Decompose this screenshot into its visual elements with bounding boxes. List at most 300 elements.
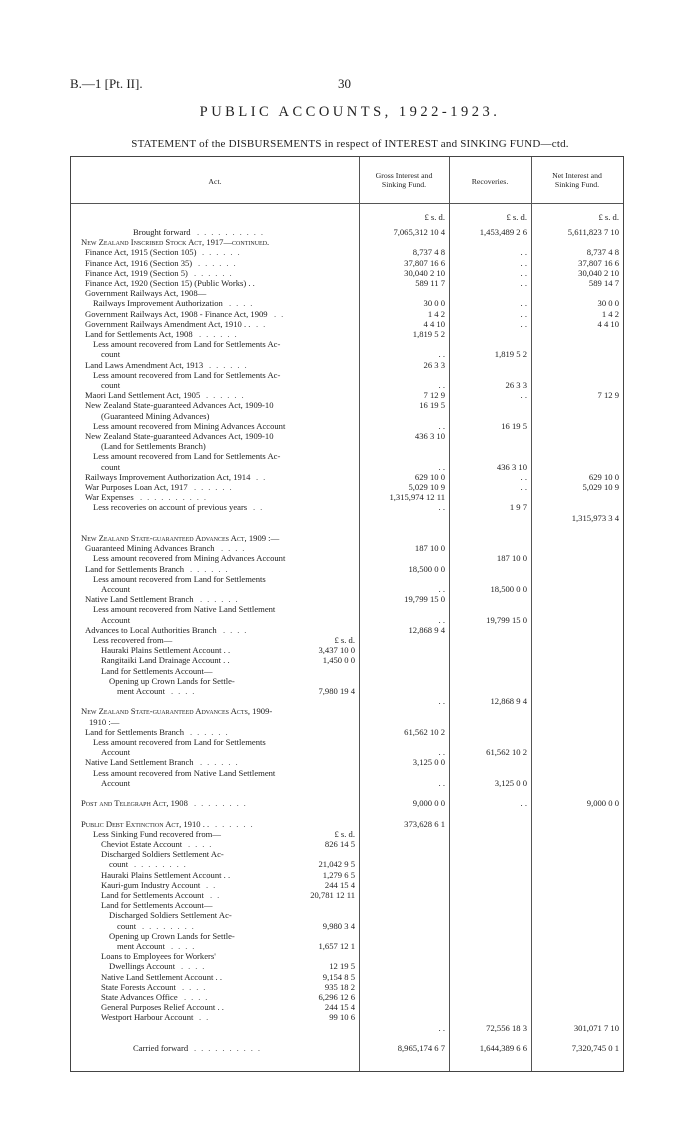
- units-row: [71, 212, 623, 222]
- leader-dots: . .: [199, 1012, 210, 1023]
- row-label: Public Debt Extinction Act, 1910 . .: [81, 818, 210, 829]
- gross-amount: . .: [438, 614, 445, 625]
- table-row: [71, 931, 623, 941]
- leader-dots: . .: [210, 890, 221, 900]
- table-row: [71, 706, 623, 716]
- recoveries-amount: 1,453,489 2 6: [479, 227, 527, 237]
- gross-amount: 373,628 6 1: [404, 818, 445, 829]
- leader-dots: . . . . . .: [194, 482, 234, 492]
- row-label: count: [117, 920, 137, 931]
- gross-amount: 30,040 2 10: [404, 267, 445, 278]
- table-row: [71, 615, 623, 625]
- leader-dots: . .: [256, 318, 267, 329]
- gross-amount: 7 12 9: [423, 390, 445, 401]
- row-label: Land for Settlements Branch: [85, 726, 185, 737]
- row-label: Account: [101, 614, 131, 625]
- row-label: New Zealand State-guaranteed Advances Act, 1909-10: [85, 400, 274, 411]
- table-row: [71, 390, 623, 400]
- leader-dots: . . . .: [181, 961, 206, 972]
- row-label: Less amount recovered from Land for Settlements Ac-: [93, 451, 281, 462]
- table-row: [71, 421, 623, 431]
- net-amount: 1 4 2: [601, 308, 619, 319]
- sub-amount: £ s. d.: [334, 635, 355, 645]
- gross-amount: . .: [438, 696, 445, 707]
- leader-dots: . . . . . . . . . .: [197, 227, 265, 237]
- leader-dots: . . . . . .: [215, 818, 255, 829]
- row-label: Account: [101, 584, 131, 594]
- leader-dots: . . . .: [182, 981, 207, 992]
- recoveries-amount: . .: [520, 298, 527, 309]
- row-label: New Zealand State-guaranteed Advances Act, 1909 :—: [81, 533, 280, 543]
- gross-amount: 4 4 10: [423, 318, 445, 329]
- recoveries-amount: . .: [520, 482, 527, 492]
- gross-amount: 9,000 0 0: [412, 798, 445, 809]
- gross-amount: 30 0 0: [423, 298, 445, 309]
- leader-dots: . . . .: [171, 686, 196, 696]
- net-amount: 30,040 2 10: [578, 267, 619, 278]
- header-divider: [71, 203, 623, 204]
- net-amount: 4 4 10: [597, 318, 619, 329]
- page-number: 30: [338, 76, 351, 91]
- row-label: Government Railways Act, 1908 - Finance Act, 1909: [85, 308, 268, 319]
- row-label: Loans to Employees for Workers': [101, 951, 216, 962]
- row-label: Land Laws Amendment Act, 1913: [85, 359, 204, 370]
- sub-amount: 244 15 4: [324, 1002, 355, 1013]
- recoveries-amount: 436 3 10: [496, 461, 527, 472]
- row-label: Opening up Crown Lands for Settle-: [109, 675, 235, 686]
- recoveries-amount: . .: [520, 390, 527, 401]
- row-label: Cheviot Estate Account: [101, 839, 183, 849]
- table-row: [71, 380, 623, 390]
- column-header-act: Act.: [208, 177, 222, 186]
- gross-amount: 589 11 7: [415, 278, 445, 288]
- table-row: [71, 533, 623, 543]
- row-label: Guaranteed Mining Advances Branch: [85, 543, 215, 554]
- row-label: Dwellings Account: [109, 961, 176, 972]
- row-label: Government Railways Amendment Act, 1910 . .: [85, 318, 251, 329]
- gross-amount: 1,315,974 12 11: [389, 492, 445, 503]
- leader-dots: . . . .: [184, 992, 209, 1002]
- recoveries-amount: . .: [520, 471, 527, 482]
- recoveries-amount: 18,500 0 0: [490, 584, 527, 594]
- row-label: Westport Harbour Account: [101, 1012, 194, 1023]
- statement-subtitle: STATEMENT of the DISBURSEMENTS in respect of INTEREST and SINKING FUND—ctd.: [131, 138, 569, 150]
- leader-dots: . . . . . .: [206, 390, 246, 401]
- row-label: Less amount recovered from Land for Settlements: [93, 573, 266, 584]
- row-label: Less amount recovered from Land for Settlements Ac-: [93, 369, 281, 380]
- row-label: New Zealand State-guaranteed Advances Acts, 1909-: [81, 706, 273, 717]
- sub-amount: 20,781 12 11: [310, 890, 355, 900]
- recoveries-amount: 1,644,389 6 6: [479, 1043, 527, 1053]
- table-row: [71, 921, 623, 931]
- column-header-recoveries: Recoveries.: [471, 177, 509, 186]
- leader-dots: . . . . . .: [202, 247, 242, 258]
- row-label: Native Land Settlement Account . .: [101, 971, 222, 982]
- table-row: [71, 676, 623, 686]
- leader-dots: . . . .: [188, 839, 213, 849]
- leader-dots: . .: [206, 879, 217, 890]
- recoveries-amount: 72,556 18 3: [486, 1022, 527, 1033]
- recoveries-amount: 16 19 5: [501, 420, 527, 431]
- row-label: Less amount recovered from Mining Advances Account: [93, 420, 286, 431]
- table-row: [71, 339, 623, 349]
- row-label: (Guaranteed Mining Advances): [101, 410, 210, 421]
- row-label: Land for Settlements Account: [101, 890, 204, 900]
- leader-dots: . . . .: [223, 624, 248, 635]
- table-row: [71, 227, 623, 237]
- row-label: Native Land Settlement Branch: [85, 757, 194, 768]
- column-header-gross-line1: Gross Interest and: [375, 171, 433, 180]
- gross-amount: . .: [438, 747, 445, 758]
- table-row: [71, 492, 623, 502]
- table-row: [71, 574, 623, 584]
- row-label: Advances to Local Authorities Branch: [85, 624, 217, 635]
- gross-amount: . .: [438, 380, 445, 390]
- table-row: [71, 1033, 623, 1043]
- recoveries-amount: 1,819 5 2: [494, 349, 527, 360]
- leader-dots: . . . . . .: [200, 757, 240, 768]
- row-label: count: [109, 859, 129, 870]
- row-label: Less amount recovered from Native Land Settlement: [93, 604, 276, 615]
- gross-amount: 629 10 0: [414, 471, 445, 482]
- net-amount: 37,807 16 6: [578, 257, 619, 268]
- table-row: [71, 349, 623, 359]
- table-row: [71, 961, 623, 971]
- row-label: Finance Act, 1919 (Section 5): [85, 267, 188, 278]
- recoveries-units: £ s. d.: [506, 212, 527, 222]
- table-row: [71, 237, 623, 247]
- gross-amount: 1,819 5 2: [412, 329, 445, 339]
- leader-dots: . . . . . . . . . .: [140, 492, 208, 503]
- sub-amount: 12 19 5: [329, 961, 355, 972]
- sub-amount: 935 18 2: [324, 981, 355, 992]
- net-amount: 589 14 7: [588, 278, 619, 288]
- recoveries-amount: 19,799 15 0: [486, 614, 527, 625]
- row-label: Finance Act, 1920 (Section 15) (Public Works) . .: [85, 278, 255, 288]
- row-label: State Advances Office: [101, 992, 178, 1002]
- row-label: Railways Improvement Authorization Act, 1914: [85, 471, 251, 482]
- row-label: Less recoveries on account of previous years: [93, 502, 248, 513]
- table-row: [71, 431, 623, 441]
- sub-amount: 6,296 12 6: [318, 992, 355, 1002]
- gross-amount: 61,562 10 2: [404, 726, 445, 737]
- table-row: [71, 370, 623, 380]
- row-label: Native Land Settlement Branch: [85, 594, 194, 605]
- gross-amount: . .: [438, 584, 445, 594]
- sub-amount: 244 15 4: [324, 879, 355, 890]
- table-row: [71, 859, 623, 869]
- sub-amount: 9,154 8 5: [322, 971, 355, 982]
- row-label: Finance Act, 1916 (Section 35): [85, 257, 193, 268]
- net-amount: 30 0 0: [597, 298, 619, 309]
- gross-amount: 16 19 5: [419, 400, 445, 411]
- gross-amount: 18,500 0 0: [408, 563, 445, 574]
- table-row: [71, 584, 623, 594]
- table-row: [71, 278, 623, 288]
- table-row: [71, 268, 623, 278]
- table-row: [71, 1002, 623, 1012]
- net-amount: 5,611,823 7 10: [567, 227, 619, 237]
- table-row: [71, 635, 623, 645]
- column-header-net: [531, 171, 623, 189]
- net-amount: 629 10 0: [588, 471, 619, 482]
- recoveries-amount: 12,868 9 4: [490, 696, 527, 707]
- table-row: [71, 309, 623, 319]
- table-row: [71, 502, 623, 512]
- gross-amount: 436 3 10: [414, 431, 445, 441]
- leader-dots: . . . . . .: [198, 257, 238, 268]
- page-title: PUBLIC ACCOUNTS, 1922-1923.: [199, 104, 501, 120]
- recoveries-amount: . .: [520, 798, 527, 809]
- net-amount: 5,029 10 9: [582, 482, 619, 492]
- net-amount: 9,000 0 0: [586, 798, 619, 809]
- leader-dots: . . . . . .: [194, 267, 234, 278]
- row-label: Account: [101, 747, 131, 758]
- gross-amount: 19,799 15 0: [404, 594, 445, 605]
- leader-dots: . . . .: [221, 543, 246, 554]
- leader-dots: . . . . . .: [200, 594, 240, 605]
- gross-amount: . .: [438, 502, 445, 513]
- recoveries-amount: 3,125 0 0: [494, 777, 527, 788]
- leader-dots: . .: [253, 502, 264, 513]
- column-header-gross: [359, 171, 449, 189]
- column-header-net-line2: Sinking Fund.: [554, 180, 600, 189]
- row-label: New Zealand State-guaranteed Advances Act, 1909-10: [85, 431, 274, 441]
- table-row: [71, 992, 623, 1002]
- gross-amount: 187 10 0: [414, 543, 445, 554]
- table-row: [71, 696, 623, 706]
- gross-amount: 12,868 9 4: [408, 624, 445, 635]
- sub-amount: 1,279 6 5: [322, 869, 355, 880]
- table-row: [71, 747, 623, 757]
- table-row: [71, 951, 623, 961]
- table-row: [71, 982, 623, 992]
- row-label: State Forests Account: [101, 981, 176, 992]
- net-amount: 301,071 7 10: [573, 1022, 619, 1033]
- table-row: [71, 482, 623, 492]
- row-label: Hauraki Plains Settlement Account . .: [101, 869, 231, 880]
- table-row: [71, 757, 623, 767]
- table-row: [71, 686, 623, 696]
- gross-amount: . .: [438, 420, 445, 431]
- row-label: 1910 :—: [89, 716, 120, 727]
- table-row: [71, 360, 623, 370]
- table-row: [71, 666, 623, 676]
- table-row: [71, 523, 623, 533]
- leader-dots: . .: [274, 308, 285, 319]
- row-label: Brought forward: [133, 227, 191, 237]
- table-row: [71, 1012, 623, 1022]
- net-amount: 7,320,745 0 1: [571, 1043, 619, 1053]
- table-row: [71, 849, 623, 859]
- table-row: [71, 472, 623, 482]
- recoveries-amount: . .: [520, 308, 527, 319]
- row-label: Land for Settlements Act, 1908: [85, 329, 193, 339]
- row-label: Post and Telegraph Act, 1908: [81, 798, 188, 809]
- recoveries-amount: . .: [520, 257, 527, 268]
- gross-amount: . .: [438, 461, 445, 472]
- table-row: [71, 543, 623, 553]
- table-row: [71, 625, 623, 635]
- table-row: [71, 594, 623, 604]
- recoveries-amount: 1 9 7: [509, 502, 527, 513]
- leader-dots: . . . .: [171, 941, 196, 951]
- table-row: [71, 553, 623, 563]
- column-header-net-line1: Net Interest and: [552, 171, 602, 180]
- table-row: [71, 1043, 623, 1053]
- table-row: [71, 941, 623, 951]
- table-row: [71, 329, 623, 339]
- table-row: [71, 798, 623, 808]
- table-row: [71, 441, 623, 451]
- sub-amount: 7,980 19 4: [318, 686, 355, 696]
- gross-amount: 8,965,174 6 7: [397, 1043, 445, 1053]
- table-row: [71, 564, 623, 574]
- gross-amount: 37,807 16 6: [404, 257, 445, 268]
- recoveries-amount: 187 10 0: [496, 553, 527, 564]
- table-row: [71, 298, 623, 308]
- leader-dots: . . . . . . . . . .: [194, 1043, 262, 1053]
- sub-amount: 3,437 10 0: [318, 645, 355, 656]
- table-row: [71, 808, 623, 818]
- row-label: count: [101, 349, 121, 360]
- recoveries-amount: 61,562 10 2: [486, 747, 527, 758]
- recoveries-amount: 26 3 3: [505, 380, 527, 390]
- table-row: [71, 288, 623, 298]
- row-label: count: [101, 461, 121, 472]
- table-row: [71, 258, 623, 268]
- row-label: Finance Act, 1915 (Section 105): [85, 247, 197, 258]
- row-label: Less recovered from—: [93, 635, 173, 645]
- leader-dots: . . . . . .: [209, 359, 249, 370]
- gross-amount: 5,029 10 9: [408, 482, 445, 492]
- table-row: [71, 778, 623, 788]
- leader-dots: . .: [256, 471, 267, 482]
- table-row: [71, 910, 623, 920]
- report-reference: B.—1 [Pt. II].: [70, 76, 143, 91]
- row-label: Carried forward: [133, 1043, 189, 1053]
- table-row: [71, 604, 623, 614]
- gross-amount: 8,737 4 8: [412, 247, 445, 258]
- table-row: [71, 839, 623, 849]
- table-row: [71, 890, 623, 900]
- row-label: Less amount recovered from Land for Settlements Ac-: [93, 339, 281, 350]
- table-row: [71, 655, 623, 665]
- gross-amount: . .: [438, 1022, 445, 1033]
- table-row: [71, 400, 623, 410]
- leader-dots: . . . . . .: [190, 563, 230, 574]
- row-label: Opening up Crown Lands for Settle-: [109, 930, 235, 941]
- net-amount: 1,315,973 3 4: [571, 512, 619, 523]
- table-row: [71, 645, 623, 655]
- table-row: [71, 717, 623, 727]
- sub-amount: 9,980 3 4: [322, 920, 355, 931]
- row-label: Less amount recovered from Native Land Settlement: [93, 767, 276, 778]
- row-label: count: [101, 380, 121, 390]
- table-row: [71, 411, 623, 421]
- row-label: Account: [101, 777, 131, 788]
- table-row: [71, 972, 623, 982]
- row-label: (Land for Settlements Branch): [101, 441, 206, 452]
- row-label: Discharged Soldiers Settlement Ac-: [101, 849, 224, 860]
- table-row: [71, 788, 623, 798]
- disbursements-table: [70, 156, 624, 1072]
- table-row: [71, 1023, 623, 1033]
- table-row: [71, 513, 623, 523]
- sub-amount: 826 14 5: [324, 839, 355, 849]
- table-row: [71, 880, 623, 890]
- row-label: New Zealand Inscribed Stock Act, 1917—continued.: [81, 237, 270, 248]
- table-row: [71, 247, 623, 257]
- column-header-gross-line2: Sinking Fund.: [381, 180, 427, 189]
- sub-amount: 21,042 9 5: [318, 859, 355, 870]
- row-label: ment Account: [117, 686, 165, 696]
- table-row: [71, 451, 623, 461]
- table-row: [71, 737, 623, 747]
- sub-amount: 1,450 0 0: [322, 655, 355, 666]
- sub-amount: 99 10 6: [329, 1012, 355, 1023]
- row-label: Land for Settlements Branch: [85, 563, 185, 574]
- row-label: Kauri-gum Industry Account: [101, 879, 201, 890]
- row-label: General Purposes Relief Account . .: [101, 1002, 224, 1013]
- leader-dots: . . . .: [229, 298, 254, 309]
- table-row: [71, 819, 623, 829]
- net-units: £ s. d.: [598, 212, 619, 222]
- row-label: Land for Settlements Account—: [101, 900, 213, 911]
- sub-amount: £ s. d.: [334, 828, 355, 839]
- recoveries-amount: . .: [520, 318, 527, 329]
- row-label: Less amount recovered from Land for Settlements: [93, 737, 266, 747]
- row-label: Rangitaiki Land Drainage Account . .: [101, 655, 230, 666]
- table-row: [71, 900, 623, 910]
- gross-amount: . .: [438, 777, 445, 788]
- gross-amount: 1 4 2: [427, 308, 445, 319]
- recoveries-amount: . .: [520, 247, 527, 258]
- table-row: [71, 727, 623, 737]
- gross-amount: 7,065,312 10 4: [393, 227, 445, 237]
- row-label: War Expenses: [85, 492, 134, 503]
- row-label: Hauraki Plains Settlement Account . .: [101, 645, 231, 656]
- table-row: [71, 870, 623, 880]
- row-label: ment Account: [117, 941, 165, 951]
- gross-units: £ s. d.: [424, 212, 445, 222]
- table-row: [71, 829, 623, 839]
- row-label: Government Railways Act, 1908—: [85, 288, 207, 299]
- net-amount: 7 12 9: [597, 390, 619, 401]
- table-row: [71, 462, 623, 472]
- leader-dots: . . . . . . . .: [134, 859, 188, 870]
- row-label: Discharged Soldiers Settlement Ac-: [109, 910, 232, 921]
- row-label: Less amount recovered from Mining Advances Account: [93, 553, 286, 564]
- gross-amount: 3,125 0 0: [412, 757, 445, 768]
- row-label: Maori Land Settlement Act, 1905: [85, 390, 201, 401]
- recoveries-amount: . .: [520, 278, 527, 288]
- leader-dots: . . . . . .: [199, 329, 239, 339]
- sub-amount: 1,657 12 1: [318, 941, 355, 951]
- leader-dots: . . . . . . . .: [194, 798, 248, 809]
- table-row: [71, 768, 623, 778]
- recoveries-amount: . .: [520, 267, 527, 278]
- net-amount: 8,737 4 8: [586, 247, 619, 258]
- leader-dots: . . . . . . . .: [142, 920, 196, 931]
- leader-dots: . . . . . .: [190, 726, 230, 737]
- row-label: Less Sinking Fund recovered from—: [93, 828, 221, 839]
- row-label: Land for Settlements Account—: [101, 665, 213, 676]
- table-row: [71, 319, 623, 329]
- gross-amount: . .: [438, 349, 445, 360]
- row-label: Railways Improvement Authorization: [93, 298, 223, 309]
- gross-amount: 26 3 3: [423, 359, 445, 370]
